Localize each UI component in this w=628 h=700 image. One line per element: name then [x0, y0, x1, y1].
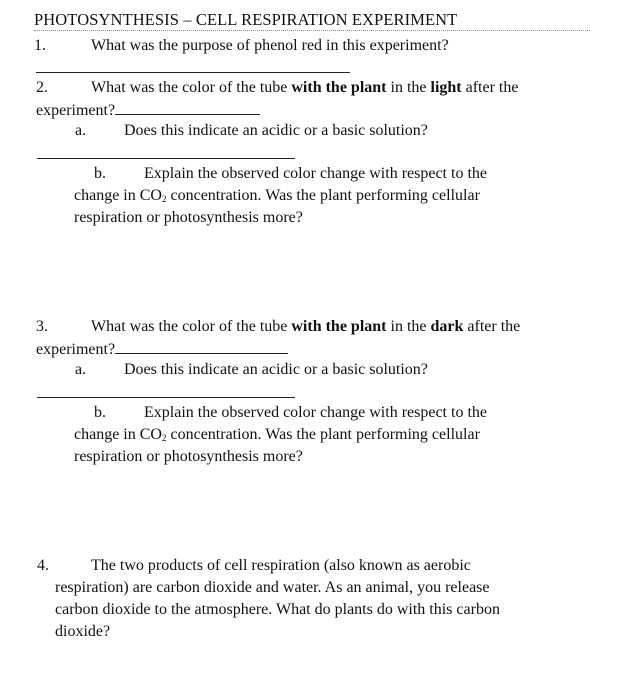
q3-number: 3. [36, 318, 48, 335]
worksheet-title: PHOTOSYNTHESIS – CELL RESPIRATION EXPERIMENT [34, 10, 458, 29]
q2b-label: b. [94, 165, 106, 182]
q2-number: 2. [36, 79, 48, 96]
q2a-answer-line[interactable] [37, 158, 295, 159]
q2-text-line1: What was the color of the tube with the plant in the light after the [91, 79, 519, 96]
q3a-answer-line[interactable] [37, 397, 295, 398]
q1-text: What was the purpose of phenol red in this experiment? [91, 37, 449, 54]
q3-text-line2: experiment? [36, 337, 288, 361]
q2-answer-line[interactable] [115, 98, 260, 115]
q2b-text-line2: change in $CO_2$ concentration. Was the plant performing cellular [74, 187, 480, 204]
q3-answer-line[interactable] [115, 337, 288, 354]
q3b-text-line1: Explain the observed color change with respect to the [144, 404, 487, 421]
q2b-text-line1: Explain the observed color change with respect to the [144, 165, 487, 182]
q3a-text: Does this indicate an acidic or a basic solution? [124, 361, 428, 378]
q4-number: 4. [37, 557, 49, 574]
q2b-text-line3: respiration or photosynthesis more? [74, 209, 303, 226]
q4-text-line4: dioxide? [55, 623, 111, 640]
q3b-text-line2: change in $CO_2$ concentration. Was the plant performing cellular [74, 426, 480, 443]
q1-answer-line[interactable] [36, 72, 350, 73]
title-divider [34, 30, 590, 31]
q4-text-line2: respiration) are carbon dioxide and water. As an animal, you release [55, 579, 490, 596]
q2-text-line2: experiment? [36, 98, 260, 122]
q3b-text-line3: respiration or photosynthesis more? [74, 448, 303, 465]
q3b-label: b. [94, 404, 106, 421]
q4-text-line3: carbon dioxide to the atmosphere. What do plants do with this carbon [55, 601, 500, 618]
q1-number: 1. [34, 37, 46, 54]
q2a-text: Does this indicate an acidic or a basic solution? [124, 122, 428, 139]
q3a-label: a. [75, 361, 87, 378]
q4-text-line1: The two products of cell respiration (also known as aerobic [91, 557, 471, 574]
q3-text-line1: What was the color of the tube with the plant in the dark after the [91, 318, 521, 335]
q2a-label: a. [75, 122, 87, 139]
